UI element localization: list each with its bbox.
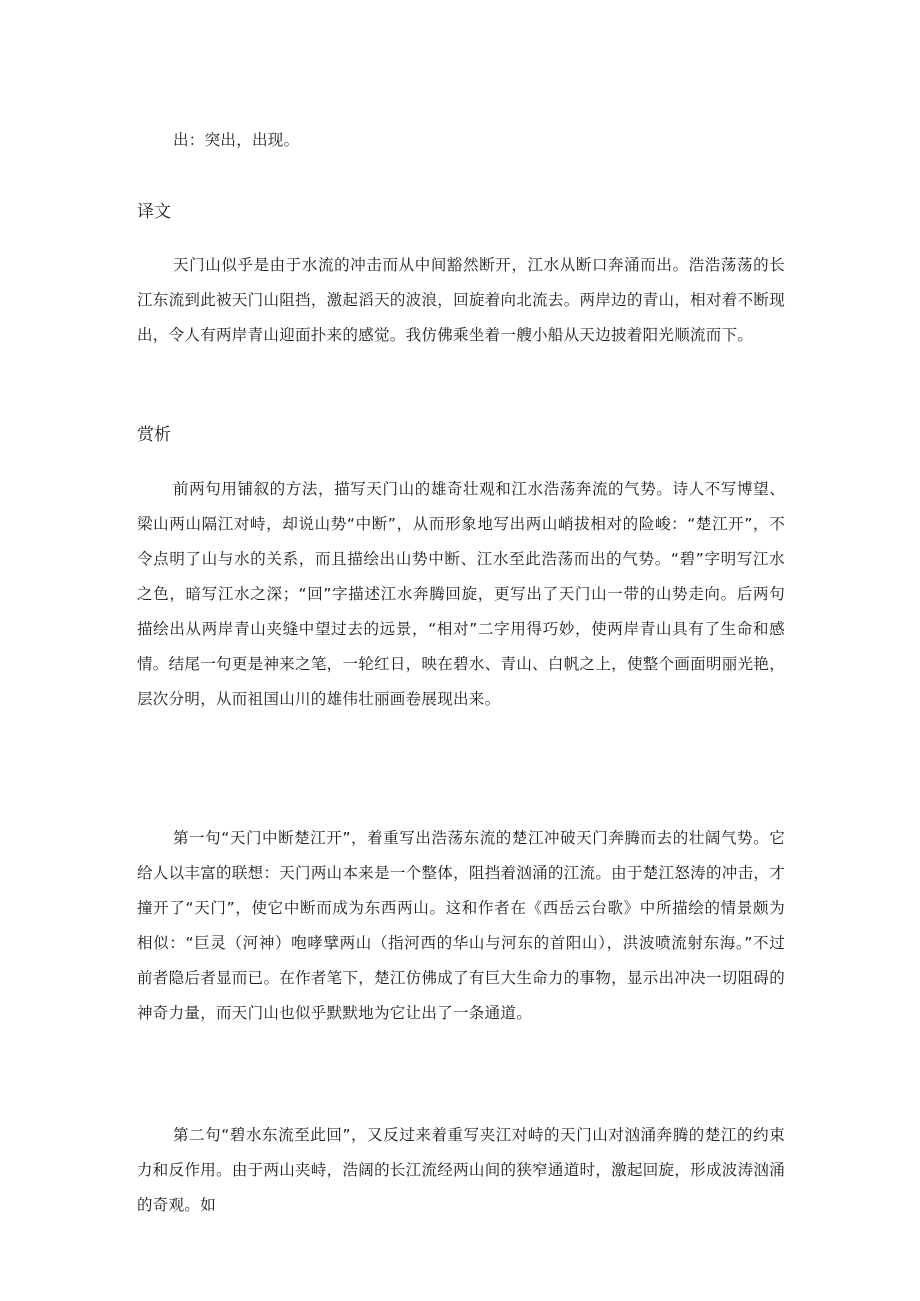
appreciation-paragraph: 前两句用铺叙的方法，描写天门山的雄奇壮观和江水浩荡奔流的气势。诗人不写博望、梁山两山隔江对峙，却说山势“中断”，从而形象地写出两山峭拔相对的险峻：“楚江开”，不令点明了山与水的关系，而且描绘出山势中断、江水至此浩荡而出的气势。“碧”字明写江水之色，暗写江水之深；“回”字描述江水奔腾回旋，更写出了天门山一带的山势走向。后两句描绘出从两岸青山夹缝中望过去的远景，“相对”二字用得巧妙，使两岸青山具有了生命和感情。结尾一句更是神来之笔，一轮红日，映在碧水、青山、白帆之上，使整个画面明丽光艳，层次分明，从而祖国山川的雄伟壮丽画卷展现出来。 [137, 480, 785, 708]
translation-heading: 译文 [137, 202, 171, 222]
appreciation-paragraph: 第一句“天门中断楚江开”，着重写出浩荡东流的楚江冲破天门奔腾而去的壮阔气势。它给人以丰富的联想：天门两山本来是一个整体，阻挡着汹涌的江流。由于楚江怒涛的冲击，才撞开了“天门”，使它中断而成为东西两山。这和作者在《西岳云台歌》中所描绘的情景颇为相似：“巨灵（河神）咆哮擘两山（指河西的华山与河东的首阳山），洪波喷流射东海。”不过前者隐后者显而已。在作者笔下，楚江仿佛成了有巨大生命力的事物，显示出冲决一切阻碍的神奇力量，而天门山也似乎默默地为它让出了一条通道。 [137, 829, 785, 1022]
appreciation-heading: 赏析 [137, 425, 171, 445]
note-paragraph: 出：突出，出现。 [173, 131, 300, 149]
appreciation-paragraph: 第二句“碧水东流至此回”，又反过来着重写夹江对峙的天门山对汹涌奔腾的楚江的约束力和反作用。由于两山夹峙，浩阔的长江流经两山间的狭窄通道时，激起回旋，形成波涛汹涌的奇观。如 [137, 1126, 785, 1214]
translation-paragraph: 天门山似乎是由于水流的冲击而从中间豁然断开，江水从断口奔涌而出。浩浩荡荡的长江东流到此被天门山阻挡，激起滔天的波浪，回旋着向北流去。两岸边的青山，相对着不断现出，令人有两岸青山迎面扑来的感觉。我仿佛乘坐着一艘小船从天边披着阳光顺流而下。 [137, 256, 785, 344]
